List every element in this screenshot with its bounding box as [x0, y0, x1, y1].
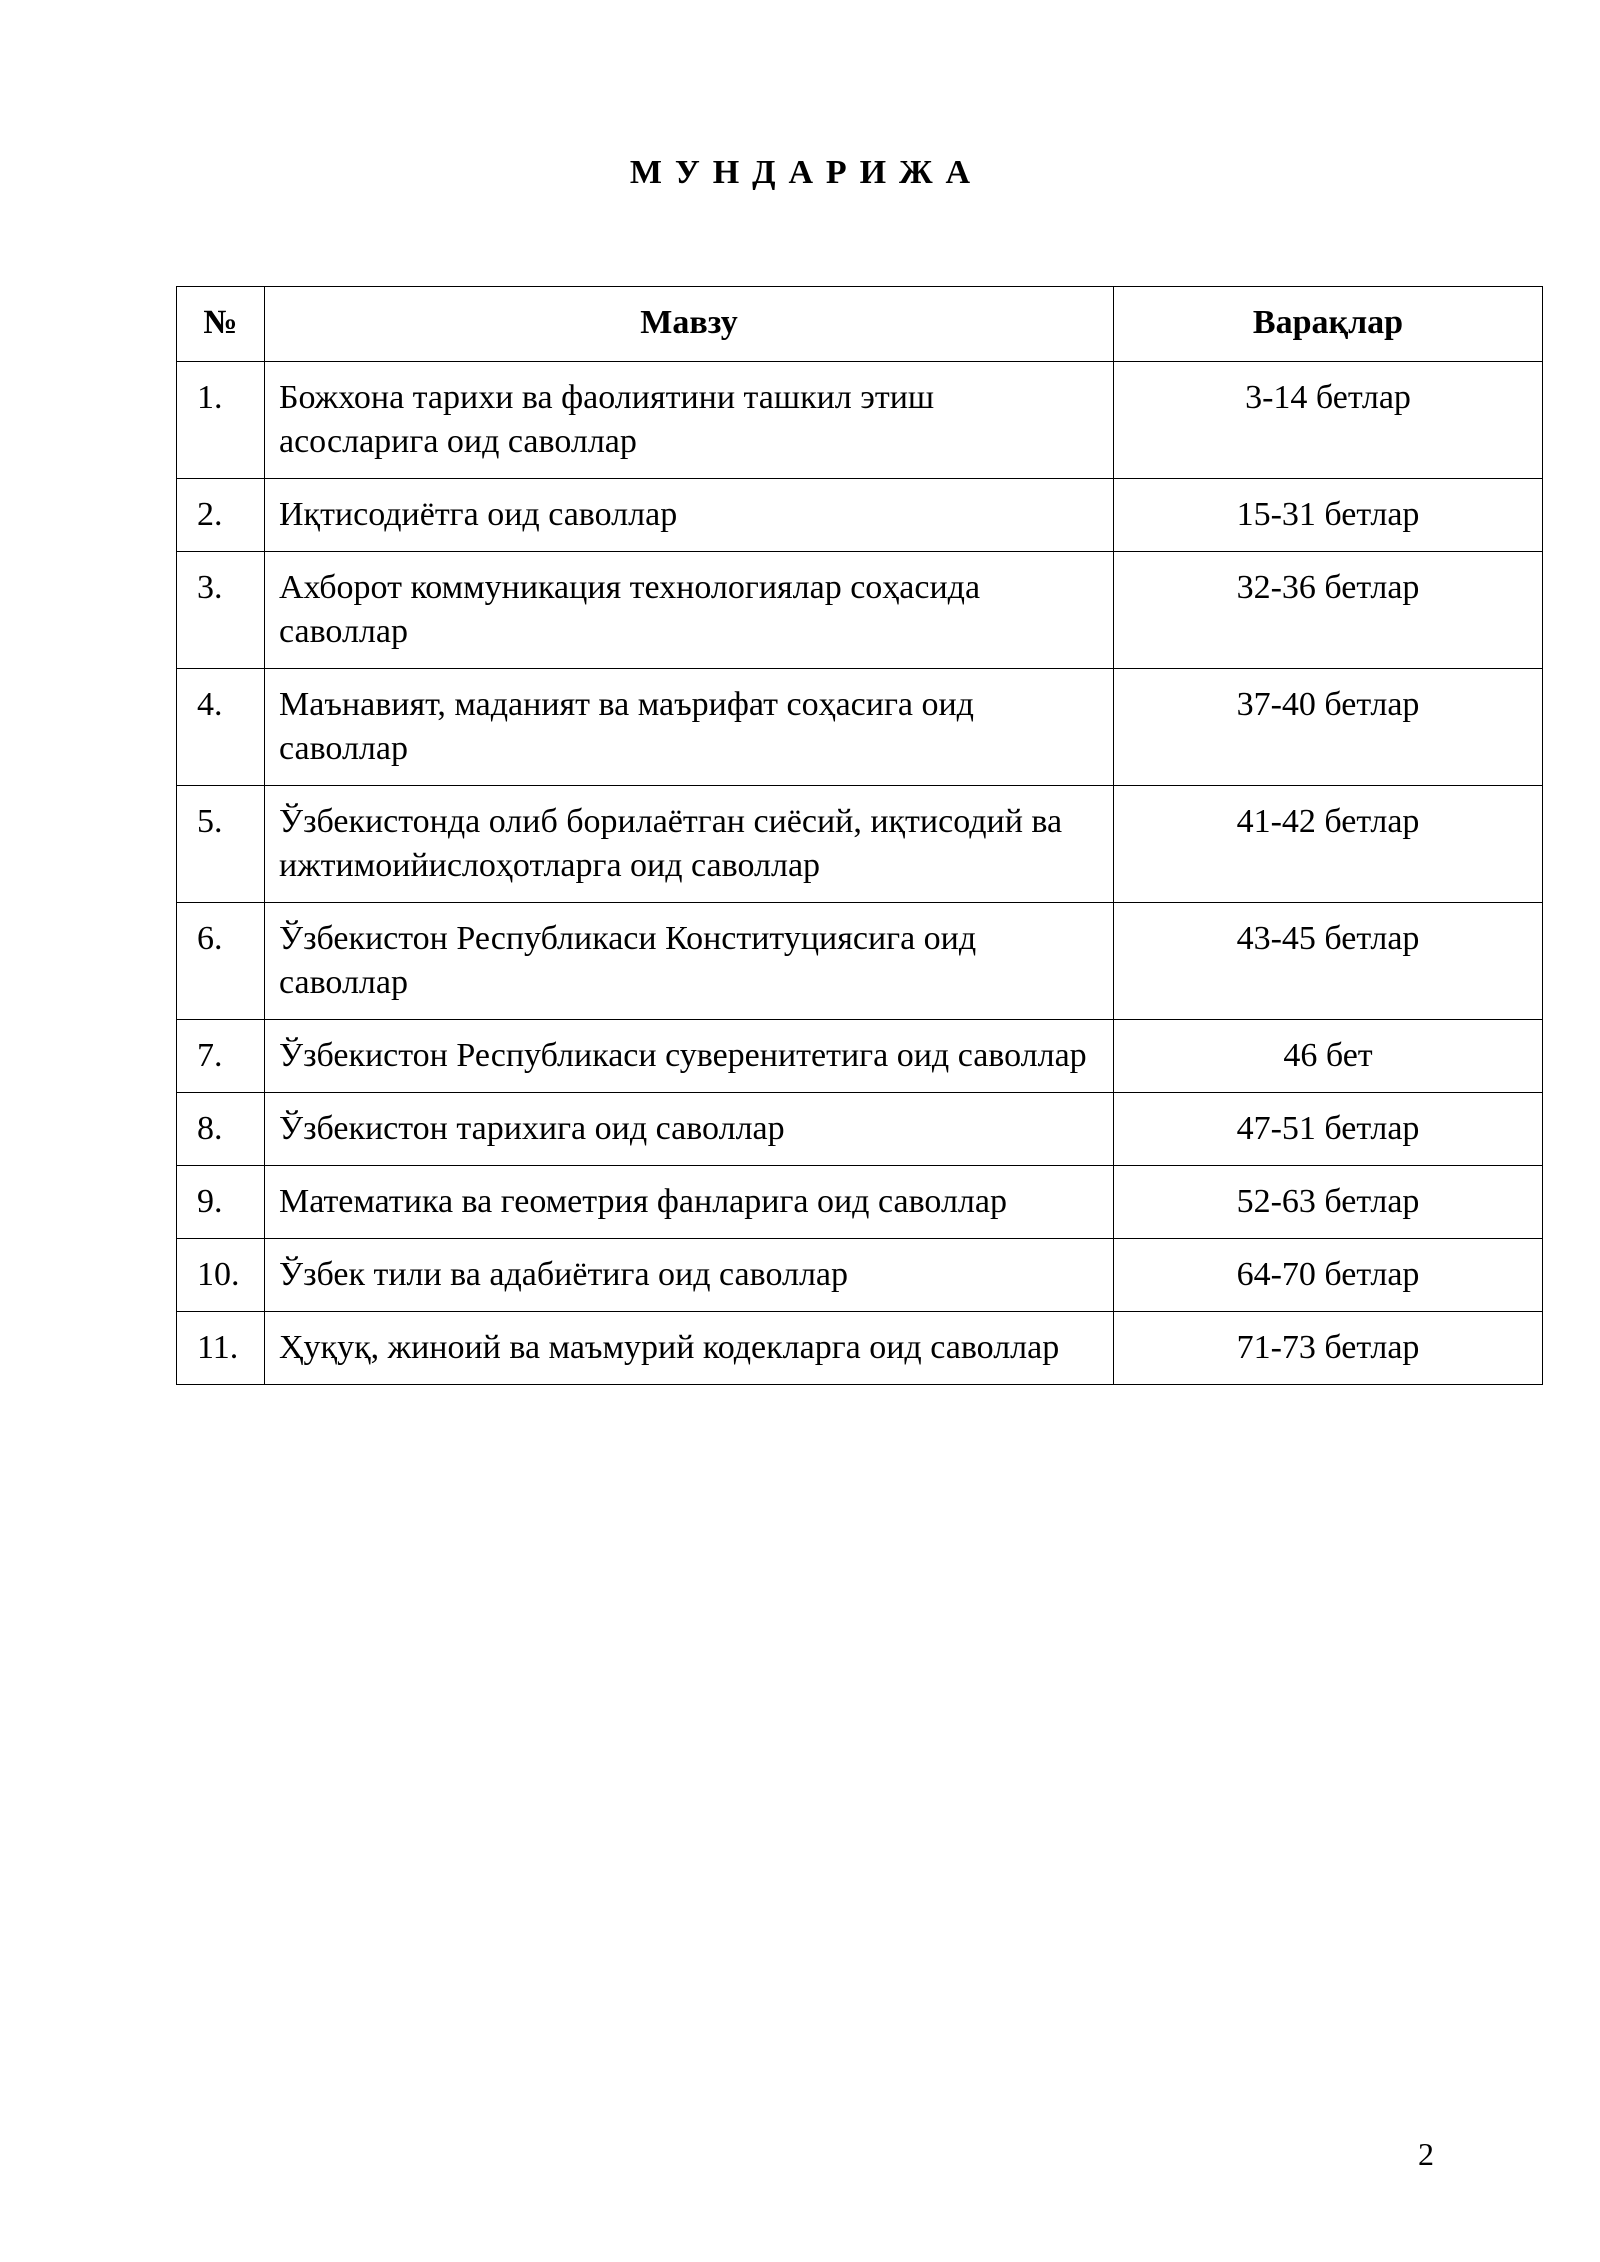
row-topic: Иқтисодиётга оид саволлар — [265, 479, 1114, 552]
table-row — [177, 552, 1543, 669]
row-topic: Ўзбекистонда олиб борилаётган сиёсий, иқтисодий ва ижтимоийислоҳотларга оид саволлар — [265, 786, 1114, 903]
header-pages: Варақлар — [1114, 287, 1543, 362]
page-number: 2 — [1418, 2136, 1434, 2172]
row-topic: Маънавият, маданият ва маърифат соҳасига оид саволлар — [265, 669, 1114, 786]
row-pages: 41-42 бетлар — [1114, 786, 1543, 903]
row-topic: Ўзбекистон тарихига оид саволлар — [265, 1093, 1114, 1166]
table-header-row — [177, 287, 1543, 362]
row-topic: Ўзбекистон Республикаси суверенитетига оид саволлар — [265, 1020, 1114, 1093]
row-pages: 32-36 бетлар — [1114, 552, 1543, 669]
table-row — [177, 1239, 1543, 1312]
row-pages: 52-63 бетлар — [1114, 1166, 1543, 1239]
row-topic: Математика ва геометрия фанларига оид саволлар — [265, 1166, 1114, 1239]
row-number: 2. — [177, 479, 265, 552]
row-pages: 64-70 бетлар — [1114, 1239, 1543, 1312]
row-number: 1. — [177, 362, 265, 479]
table-row — [177, 669, 1543, 786]
row-pages: 43-45 бетлар — [1114, 903, 1543, 1020]
row-pages: 15-31 бетлар — [1114, 479, 1543, 552]
row-number: 3. — [177, 552, 265, 669]
row-topic: Ахборот коммуникация технологиялар соҳасида саволлар — [265, 552, 1114, 669]
row-number: 7. — [177, 1020, 265, 1093]
row-topic: Ҳуқуқ, жиноий ва маъмурий кодекларга оид саволлар — [265, 1312, 1114, 1385]
row-number: 4. — [177, 669, 265, 786]
contents-table — [176, 286, 1543, 1385]
row-topic: Ўзбекистон Республикаси Конституциясига оид саволлар — [265, 903, 1114, 1020]
header-number: № — [177, 287, 265, 362]
row-number: 11. — [177, 1312, 265, 1385]
row-number: 9. — [177, 1166, 265, 1239]
page-title: МУНДАРИЖА — [629, 154, 983, 191]
row-pages: 3-14 бетлар — [1114, 362, 1543, 479]
header-topic: Мавзу — [265, 287, 1114, 362]
table-row — [177, 479, 1543, 552]
row-pages: 47-51 бетлар — [1114, 1093, 1543, 1166]
row-pages: 46 бет — [1114, 1020, 1543, 1093]
table-row — [177, 903, 1543, 1020]
row-number: 8. — [177, 1093, 265, 1166]
table-row — [177, 786, 1543, 903]
row-number: 6. — [177, 903, 265, 1020]
row-pages: 37-40 бетлар — [1114, 669, 1543, 786]
table-row — [177, 1093, 1543, 1166]
row-number: 10. — [177, 1239, 265, 1312]
table-row — [177, 1166, 1543, 1239]
row-pages: 71-73 бетлар — [1114, 1312, 1543, 1385]
row-topic: Божхона тарихи ва фаолиятини ташкил этиш асосларига оид саволлар — [265, 362, 1114, 479]
row-number: 5. — [177, 786, 265, 903]
table-row — [177, 362, 1543, 479]
table-row — [177, 1312, 1543, 1385]
table-row — [177, 1020, 1543, 1093]
row-topic: Ўзбек тили ва адабиётига оид саволлар — [265, 1239, 1114, 1312]
